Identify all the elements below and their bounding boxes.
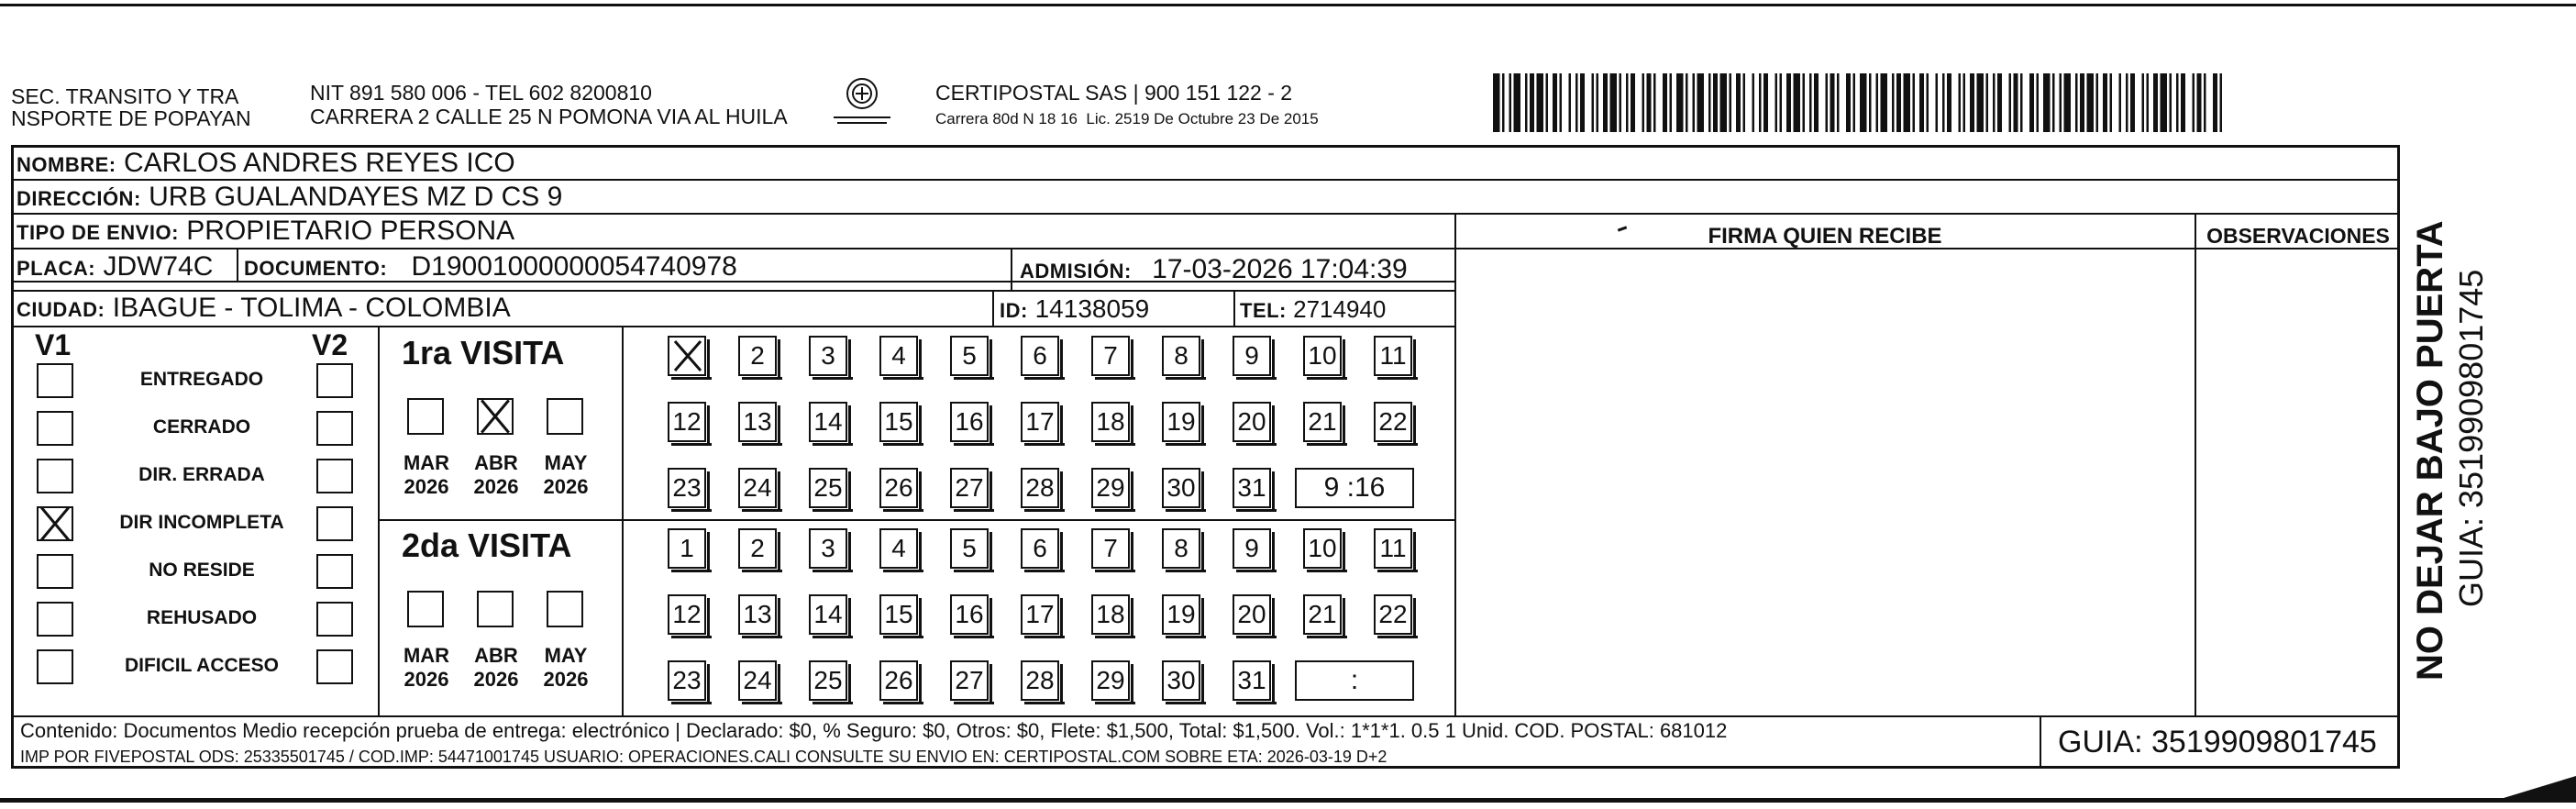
- v1-checkbox[interactable]: [37, 602, 73, 637]
- day-box[interactable]: 11: [1374, 528, 1412, 569]
- ciudad-field: [17, 292, 511, 327]
- v2-checkbox[interactable]: [316, 363, 353, 398]
- v1-checkbox[interactable]: [37, 363, 73, 398]
- no-dejar-bajo-puerta: NO DEJAR BAJO PUERTA: [2410, 220, 2450, 681]
- day-box[interactable]: 14: [809, 594, 847, 635]
- day-box[interactable]: 7: [1091, 528, 1130, 569]
- day-box[interactable]: 24: [738, 468, 777, 508]
- day-box[interactable]: 20: [1233, 402, 1271, 442]
- top-edge: [0, 4, 2576, 6]
- ciudad-value: IBAGUE - TOLIMA - COLOMBIA: [112, 293, 511, 323]
- day-box[interactable]: 24: [738, 660, 777, 701]
- id-field: [1000, 293, 1149, 327]
- month-name: ABR: [474, 644, 518, 667]
- day-box[interactable]: 8: [1162, 336, 1200, 376]
- id-label: ID:: [1000, 299, 1028, 322]
- month-checkbox[interactable]: [477, 398, 514, 435]
- day-box[interactable]: 13: [738, 594, 777, 635]
- month-year: 2026: [473, 668, 519, 691]
- visit-divider: [378, 519, 1454, 521]
- nombre-field: [17, 147, 515, 182]
- month-name: MAR: [403, 451, 450, 474]
- status-reason-label: CERRADO: [152, 416, 251, 438]
- day-box[interactable]: 27: [950, 660, 989, 701]
- day-box[interactable]: 17: [1021, 594, 1059, 635]
- v2-checkbox[interactable]: [316, 554, 353, 589]
- day-box[interactable]: 12: [668, 402, 706, 442]
- month-year: 2026: [543, 668, 589, 691]
- month-checkbox[interactable]: [407, 398, 444, 435]
- day-box[interactable]: 9: [1233, 528, 1271, 569]
- footer-imp: IMP POR FIVEPOSTAL ODS: 25335501745 / COD.IMP: 54471001745 USUARIO: OPERACIONES.CALI CONSULTE SU ENVIO EN: CERTIPOSTAL.COM SOBRE ETA: 2026-03-19 D+2: [20, 748, 1388, 766]
- month-checkbox[interactable]: [547, 591, 583, 627]
- status-reason-label: DIR. ERRADA: [138, 464, 265, 485]
- day-box[interactable]: 31: [1233, 660, 1271, 701]
- day-box[interactable]: 2: [738, 336, 777, 376]
- x-mark-icon: [669, 338, 706, 374]
- month-name: MAR: [403, 644, 450, 667]
- day-box[interactable]: 18: [1091, 594, 1130, 635]
- month-label: [398, 451, 455, 499]
- admision-label: ADMISIÓN:: [1020, 260, 1132, 283]
- day-box[interactable]: 26: [879, 468, 918, 508]
- month-year: 2026: [404, 668, 449, 691]
- footer-guia: GUIA: 3519909801745: [2058, 725, 2377, 759]
- day-box[interactable]: 14: [809, 402, 847, 442]
- status-reason-label: DIR INCOMPLETA: [119, 512, 284, 533]
- day-box[interactable]: 23: [668, 660, 706, 701]
- nombre-label: NOMBRE:: [17, 153, 116, 176]
- day-box[interactable]: 29: [1091, 468, 1130, 508]
- day-box[interactable]: 6: [1021, 336, 1059, 376]
- month-year: 2026: [473, 475, 519, 498]
- observaciones-header: OBSERVACIONES: [2206, 224, 2390, 248]
- nit-line2: CARRERA 2 CALLE 25 N POMONA VIA AL HUILA: [310, 105, 788, 128]
- month-label: [537, 644, 594, 692]
- day-box[interactable]: 4: [879, 336, 918, 376]
- v1-checkbox[interactable]: [37, 459, 73, 493]
- tel-value: 2714940: [1293, 295, 1387, 323]
- placa-label: PLACA:: [17, 257, 96, 280]
- day-box[interactable]: 28: [1021, 468, 1059, 508]
- day-box[interactable]: [668, 336, 706, 376]
- v2-checkbox[interactable]: [316, 506, 353, 541]
- direccion-field: [17, 181, 562, 216]
- barcode-graphic: [1493, 73, 2222, 132]
- col-divider: [992, 290, 994, 327]
- bottom-edge: [0, 798, 2576, 803]
- month-checkbox[interactable]: [547, 398, 583, 435]
- day-box[interactable]: 30: [1162, 468, 1200, 508]
- certipostal-logo-icon: [830, 73, 894, 128]
- observaciones-divider: [2195, 213, 2196, 716]
- day-box[interactable]: 21: [1303, 594, 1342, 635]
- day-box[interactable]: 7: [1091, 336, 1130, 376]
- footer-guia-divider: [2040, 715, 2041, 769]
- v2-checkbox[interactable]: [316, 411, 353, 446]
- documento-field: [244, 250, 737, 285]
- day-box[interactable]: 4: [879, 528, 918, 569]
- day-box[interactable]: 3: [809, 528, 847, 569]
- day-box[interactable]: 16: [950, 594, 989, 635]
- day-box[interactable]: 16: [950, 402, 989, 442]
- v1-checkbox[interactable]: [37, 506, 73, 541]
- v1-checkbox[interactable]: [37, 554, 73, 589]
- month-label: [468, 644, 525, 692]
- month-checkbox[interactable]: [407, 591, 444, 627]
- day-box[interactable]: 20: [1233, 594, 1271, 635]
- months-divider: [622, 327, 624, 716]
- day-box[interactable]: 27: [950, 468, 989, 508]
- day-box[interactable]: 1: [668, 528, 706, 569]
- day-box[interactable]: 29: [1091, 660, 1130, 701]
- day-box[interactable]: 5: [950, 528, 989, 569]
- v2-label: V2: [312, 328, 348, 361]
- day-box[interactable]: 19: [1162, 594, 1200, 635]
- bottom-corner-mark: [2504, 776, 2576, 798]
- month-checkbox[interactable]: [477, 591, 514, 627]
- day-box[interactable]: 18: [1091, 402, 1130, 442]
- day-box[interactable]: 6: [1021, 528, 1059, 569]
- v1-label: V1: [35, 328, 72, 361]
- id-value: 14138059: [1034, 294, 1150, 323]
- visit-title: 1ra VISITA: [402, 334, 565, 371]
- status-reason-label: ENTREGADO: [139, 369, 264, 390]
- day-box[interactable]: 2: [738, 528, 777, 569]
- month-label: [468, 451, 525, 499]
- tel-label: TEL:: [1240, 299, 1287, 322]
- day-box[interactable]: 25: [809, 660, 847, 701]
- day-box[interactable]: 23: [668, 468, 706, 508]
- month-label: [398, 644, 455, 692]
- day-box[interactable]: 8: [1162, 528, 1200, 569]
- col-divider: [1011, 249, 1012, 290]
- day-box[interactable]: 22: [1374, 402, 1412, 442]
- month-name: MAY: [544, 451, 588, 474]
- visit-time[interactable]: :: [1295, 660, 1414, 701]
- status-reason-label: DIFICIL ACCESO: [124, 655, 279, 676]
- day-box[interactable]: 31: [1233, 468, 1271, 508]
- firma-divider: [1454, 213, 1456, 716]
- status-reason-label: REHUSADO: [146, 607, 258, 628]
- day-box[interactable]: 10: [1303, 336, 1342, 376]
- sender-line2: NSPORTE DE POPAYAN: [11, 106, 251, 130]
- visit-time[interactable]: 9 :16: [1295, 468, 1414, 508]
- day-box[interactable]: 26: [879, 660, 918, 701]
- day-box[interactable]: 11: [1374, 336, 1412, 376]
- v2-checkbox[interactable]: [316, 459, 353, 493]
- nombre-value: CARLOS ANDRES REYES ICO: [123, 148, 515, 178]
- footer-contenido: Contenido: Documentos Medio recepción prueba de entrega: electrónico | Declarado: $0, % Seguro: $0, Otros: $0, Flete: $1,500, Total: $1,500. Vol.: 1*1*1. 0.5 1 Unid. COD. POSTAL: 681012: [20, 719, 1728, 742]
- col-divider: [1233, 290, 1235, 327]
- day-box[interactable]: 3: [809, 336, 847, 376]
- tipo-envio-value: PROPIETARIO PERSONA: [186, 216, 515, 246]
- v1-checkbox[interactable]: [37, 649, 73, 684]
- month-year: 2026: [543, 475, 589, 498]
- day-box[interactable]: 5: [950, 336, 989, 376]
- day-box[interactable]: 12: [668, 594, 706, 635]
- day-box[interactable]: 9: [1233, 336, 1271, 376]
- documento-value: D19001000000054740978: [411, 251, 737, 282]
- admision-field: [1020, 253, 1408, 288]
- v1-checkbox[interactable]: [37, 411, 73, 446]
- tipo-envio-label: TIPO DE ENVIO:: [17, 221, 179, 244]
- status-divider: [378, 327, 380, 716]
- tipo-envio-field: [17, 215, 514, 249]
- direccion-value: URB GUALANDAYES MZ D CS 9: [149, 182, 563, 212]
- month-name: ABR: [474, 451, 518, 474]
- day-box[interactable]: 10: [1303, 528, 1342, 569]
- carrier-line1: CERTIPOSTAL SAS | 900 151 122 - 2: [935, 81, 1293, 105]
- day-box[interactable]: 30: [1162, 660, 1200, 701]
- direccion-label: DIRECCIÓN:: [17, 187, 141, 210]
- month-label: [537, 451, 594, 499]
- day-box[interactable]: 28: [1021, 660, 1059, 701]
- ciudad-label: CIUDAD:: [17, 298, 105, 321]
- sender-line1: SEC. TRANSITO Y TRA: [11, 84, 239, 108]
- status-reason-label: NO RESIDE: [149, 560, 255, 581]
- placa-field: [17, 250, 213, 285]
- documento-label: DOCUMENTO:: [244, 257, 388, 280]
- placa-value: JDW74C: [103, 251, 214, 282]
- nit-line1: NIT 891 580 006 - TEL 602 8200810: [310, 81, 652, 105]
- firma-header: FIRMA QUIEN RECIBE: [1708, 224, 1942, 249]
- v2-checkbox[interactable]: [316, 602, 353, 637]
- day-box[interactable]: 22: [1374, 594, 1412, 635]
- day-box[interactable]: 13: [738, 402, 777, 442]
- side-guia: GUIA: 3519909801745: [2452, 269, 2490, 607]
- footer-divider: [11, 715, 2400, 717]
- day-box[interactable]: 19: [1162, 402, 1200, 442]
- admision-value: 17-03-2026 17:04:39: [1152, 254, 1408, 284]
- v2-checkbox[interactable]: [316, 649, 353, 684]
- day-box[interactable]: 15: [879, 594, 918, 635]
- tel-field: [1240, 293, 1386, 327]
- day-box[interactable]: 25: [809, 468, 847, 508]
- carrier-line2: Carrera 80d N 18 16 Lic. 2519 De Octubre 23 De 2015: [935, 110, 1319, 127]
- month-name: MAY: [544, 644, 588, 667]
- day-box[interactable]: 15: [879, 402, 918, 442]
- visit-title: 2da VISITA: [402, 526, 572, 564]
- month-year: 2026: [404, 475, 449, 498]
- day-box[interactable]: 17: [1021, 402, 1059, 442]
- day-box[interactable]: 21: [1303, 402, 1342, 442]
- col-divider: [237, 249, 238, 283]
